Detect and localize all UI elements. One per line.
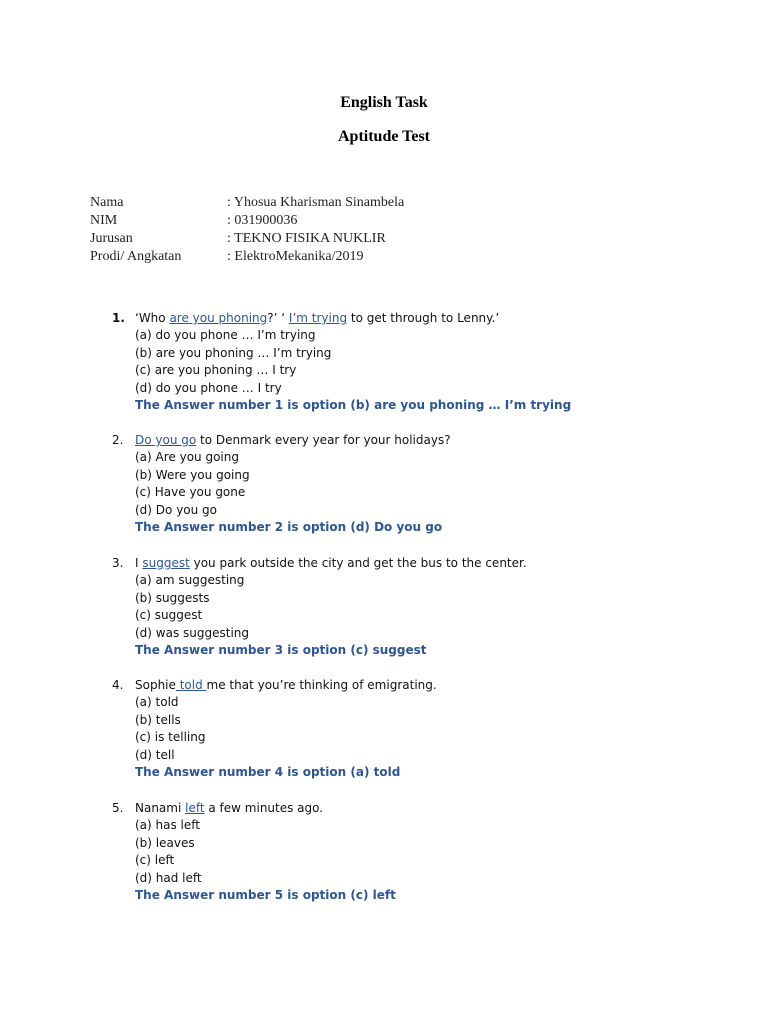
- option-d: (d) was suggesting: [135, 625, 250, 640]
- stem-text: a few minutes ago.: [204, 801, 324, 815]
- question-stem: [135, 677, 437, 694]
- option-a: (a) told: [135, 695, 179, 710]
- option-b: (b) suggests: [135, 590, 210, 605]
- stem-text: me that you’re thinking of emigrating.: [206, 678, 437, 692]
- info-label: Prodi/ Angkatan: [90, 249, 182, 264]
- option-b: (b) tells: [135, 712, 181, 727]
- question-number: 5.: [112, 801, 124, 815]
- stem-text: ‘Who: [135, 311, 170, 325]
- option-d: (d) do you phone … I try: [135, 380, 282, 395]
- option-c: (c) is telling: [135, 730, 206, 745]
- question-number: 2.: [112, 433, 124, 447]
- option-b: (b) leaves: [135, 835, 195, 850]
- question-number: 4.: [112, 678, 124, 692]
- info-label: NIM: [90, 213, 118, 228]
- stem-text: to Denmark every year for your holidays?: [196, 433, 451, 447]
- option-c: (c) Have you gone: [135, 485, 246, 500]
- option-d: (d) tell: [135, 747, 175, 762]
- stem-text: ?’ ‘: [267, 311, 289, 325]
- answer-line: The Answer number 3 is option (c) suggest: [135, 643, 427, 657]
- option-b: (b) are you phoning … I’m trying: [135, 345, 332, 360]
- info-value: : 031900036: [227, 213, 298, 228]
- info-label: Nama: [90, 195, 124, 210]
- answer-line: The Answer number 2 is option (d) Do you go: [135, 520, 443, 534]
- underlined-phrase: are you phoning: [169, 311, 268, 325]
- option-c: (c) are you phoning … I try: [135, 363, 297, 378]
- document-subtitle: Aptitude Test: [337, 128, 431, 145]
- option-d: (d) Do you go: [135, 502, 218, 517]
- underlined-phrase: told: [175, 678, 207, 692]
- document-title: English Task: [340, 94, 428, 111]
- info-label: Jurusan: [90, 231, 133, 246]
- stem-text: you park outside the city and get the bus to the center.: [189, 556, 527, 570]
- question-stem: [135, 800, 323, 817]
- question-stem: [135, 310, 499, 327]
- info-value: : ElektroMekanika/2019: [227, 249, 364, 264]
- stem-text: Sophie: [135, 678, 176, 692]
- option-a: (a) am suggesting: [135, 573, 245, 588]
- stem-text: to get through to Lenny.’: [347, 311, 500, 325]
- stem-text: I: [135, 556, 143, 570]
- option-a: (a) Are you going: [135, 450, 239, 465]
- question-stem: [135, 555, 527, 572]
- underlined-phrase: left: [185, 801, 205, 815]
- underlined-phrase: I’m trying: [288, 311, 348, 325]
- option-d: (d) had left: [135, 870, 202, 885]
- option-c: (c) left: [135, 853, 175, 868]
- option-a: (a) has left: [135, 818, 200, 833]
- question-stem: [135, 432, 451, 449]
- info-value: : TEKNO FISIKA NUKLIR: [227, 231, 386, 246]
- underlined-phrase: suggest: [142, 556, 190, 570]
- question-number: 1.: [112, 311, 125, 325]
- answer-line: The Answer number 4 is option (a) told: [135, 765, 401, 779]
- question-number: 3.: [112, 556, 124, 570]
- option-a: (a) do you phone … I’m trying: [135, 328, 316, 343]
- info-value: : Yhosua Kharisman Sinambela: [227, 195, 405, 210]
- option-b: (b) Were you going: [135, 467, 250, 482]
- answer-line: The Answer number 5 is option (c) left: [135, 888, 396, 902]
- stem-text: Nanami: [135, 801, 186, 815]
- underlined-phrase: Do you go: [135, 433, 197, 447]
- answer-line: The Answer number 1 is option (b) are you phoning … I’m trying: [135, 398, 572, 412]
- option-c: (c) suggest: [135, 608, 203, 623]
